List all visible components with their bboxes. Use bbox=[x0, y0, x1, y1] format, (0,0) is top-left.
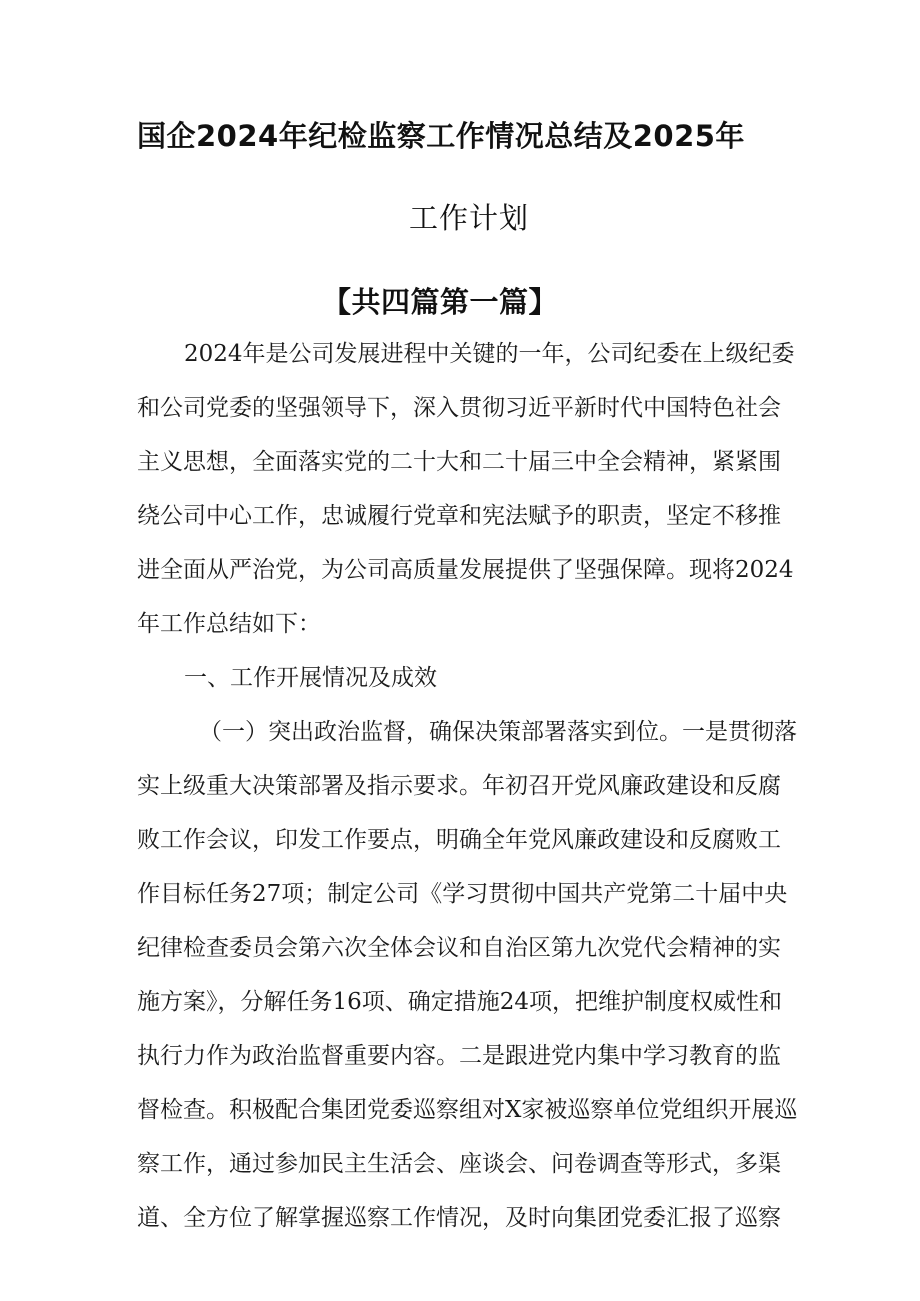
paragraph-2-line-8: 督检查。积极配合集团党委巡察组对X家被巡察单位党组织开展巡 bbox=[137, 1097, 798, 1123]
section-heading-1: 一、工作开展情况及成效 bbox=[184, 665, 437, 691]
paragraph-2-line-3: 败工作会议，印发工作要点，明确全年党风廉政建设和反腐败工 bbox=[137, 827, 781, 853]
paragraph-2-line-1: （一）突出政治监督，确保决策部署落实到位。一是贯彻落 bbox=[199, 719, 797, 745]
paragraph-2-line-6: 施方案》，分解任务16项、确定措施24项，把维护制度权威性和 bbox=[137, 989, 783, 1015]
paragraph-2-line-10: 道、全方位了解掌握巡察工作情况，及时向集团党委汇报了巡察 bbox=[137, 1205, 781, 1231]
paragraph-1-line-6: 年工作总结如下： bbox=[137, 611, 321, 637]
document-subtitle: 【共四篇第一篇】 bbox=[322, 285, 559, 319]
paragraph-1-line-2: 和公司党委的坚强领导下，深入贯彻习近平新时代中国特色社会 bbox=[137, 395, 781, 421]
paragraph-2-line-7: 执行力作为政治监督重要内容。二是跟进党内集中学习教育的监 bbox=[137, 1043, 781, 1069]
paragraph-1-line-1: 2024年是公司发展进程中关键的一年，公司纪委在上级纪委 bbox=[184, 341, 795, 367]
paragraph-1-line-4: 绕公司中心工作，忠诚履行党章和宪法赋予的职责，坚定不移推 bbox=[137, 503, 781, 529]
paragraph-2-line-9: 察工作，通过参加民主生活会、座谈会、问卷调查等形式，多渠 bbox=[137, 1151, 781, 1177]
document-title-line-1: 国企2024年纪检监察工作情况总结及2025年 bbox=[137, 119, 745, 153]
document-title-line-2: 工作计划 bbox=[409, 201, 530, 235]
paragraph-1-line-5: 进全面从严治党，为公司高质量发展提供了坚强保障。现将2024 bbox=[137, 557, 794, 583]
paragraph-1-line-3: 主义思想，全面落实党的二十大和二十届三中全会精神，紧紧围 bbox=[137, 449, 781, 475]
paragraph-2-line-4: 作目标任务27项；制定公司《学习贯彻中国共产党第二十届中央 bbox=[137, 881, 788, 907]
paragraph-2-line-5: 纪律检查委员会第六次全体会议和自治区第九次党代会精神的实 bbox=[137, 935, 781, 961]
paragraph-2-line-2: 实上级重大决策部署及指示要求。年初召开党风廉政建设和反腐 bbox=[137, 773, 781, 799]
